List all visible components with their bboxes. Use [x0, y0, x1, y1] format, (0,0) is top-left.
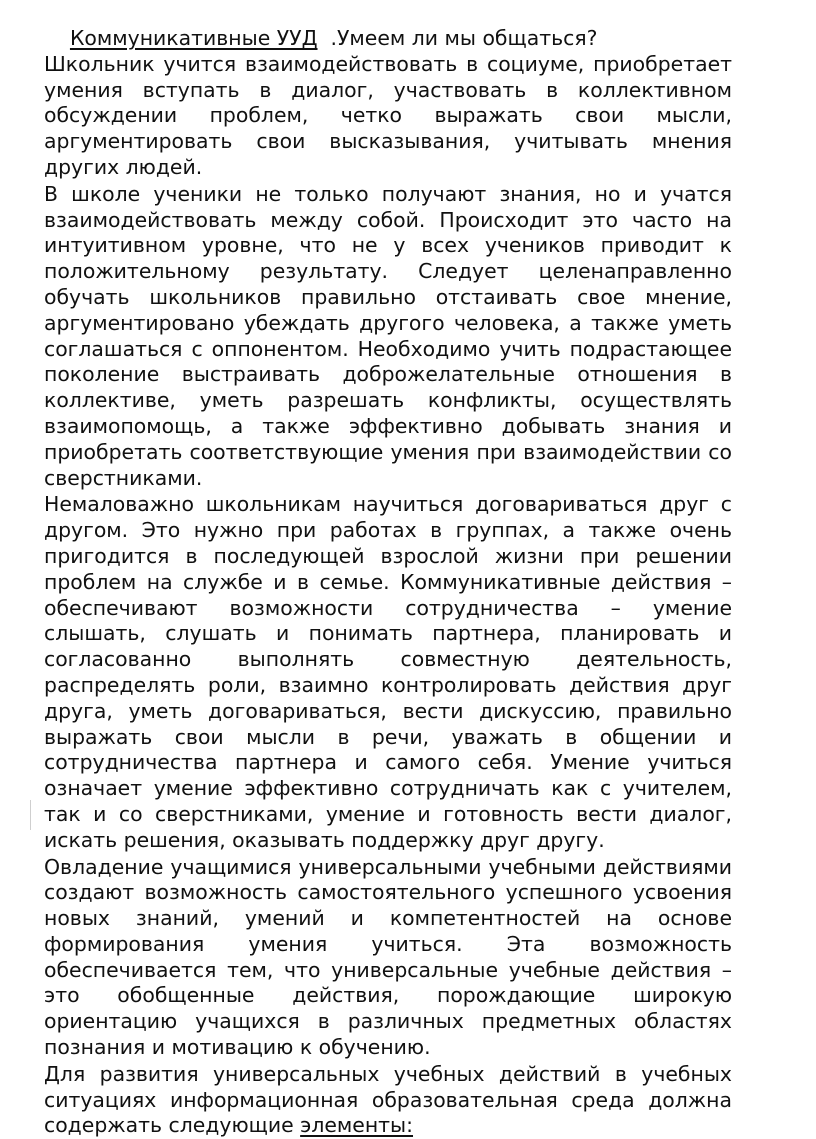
paragraph-5-text: Для развития универсальных учебных действий в учебных ситуациях информационная образовательная среда должна содержать следующие [44, 1061, 732, 1138]
elements-word: элементы: [300, 1113, 414, 1138]
margin-mark [30, 800, 31, 830]
paragraph-2: В школе ученики не только получают знания, но и учатся взаимодействовать между собой. Происходит это часто на интуитивном уровне, что не у всех учеников приводит к положительному результату. Следует целенаправленно обучать школьников правильно отстаивать свое мнение, аргументировано убеждать другого человека, а также уметь соглашаться с оппонентом. Необходимо учить подрастающее поколение выстраивать доброжелательные отношения в коллективе, уметь разрешать конфликты, осуществлять взаимопомощь, а также эффективно добывать знания и приобретать соответствующие умения при взаимодействии со сверстниками. [44, 181, 732, 490]
title-question: .Умеем ли мы общаться? [330, 26, 598, 50]
paragraph-4: Овладение учащимися универсальными учебными действиями создают возможность самостоятельного успешного усвоения новых знаний, умений и компетентностей на основе формирования умения учиться. Эта возможность обеспечивается тем, что универсальные учебные действия – это обобщенные действия, порождающие широкую ориентацию учащихся в различных предметных областях познания и мотивацию к обучению. [44, 854, 732, 1060]
paragraph-3: Немаловажно школьникам научиться договариваться друг с другом. Это нужно при работах в группах, а также очень пригодится в последующей взрослой жизни при решении проблем на службе и в семье. Коммуникативные действия – обеспечивают возможности сотрудничества – умение слышать, слушать и понимать партнера, планировать и согласованно выполнять совместную деятельность, распределять роли, взаимно контролировать действия друг друга, уметь договариваться, вести дискуссию, правильно выражать свои мысли в речи, уважать в общении и сотрудничества партнера и самого себя. Умение учиться означает умение эффективно сотрудничать как с учителем, так и со сверстниками, умение и готовность вести диалог, искать решения, оказывать поддержку друг другу. [44, 492, 732, 852]
document-title [44, 26, 732, 52]
paragraph-1: Школьник учится взаимодействовать в социуме, приобретает умения вступать в диалог, участвовать в коллективном обсуждении проблем, четко выражать свои мысли, аргументировать свои высказывания, учитывать мнения других людей. [44, 51, 732, 179]
title-topic: Коммуникативные УУД [69, 26, 318, 50]
paragraph-5 [44, 1062, 732, 1139]
document-page [44, 26, 732, 1139]
